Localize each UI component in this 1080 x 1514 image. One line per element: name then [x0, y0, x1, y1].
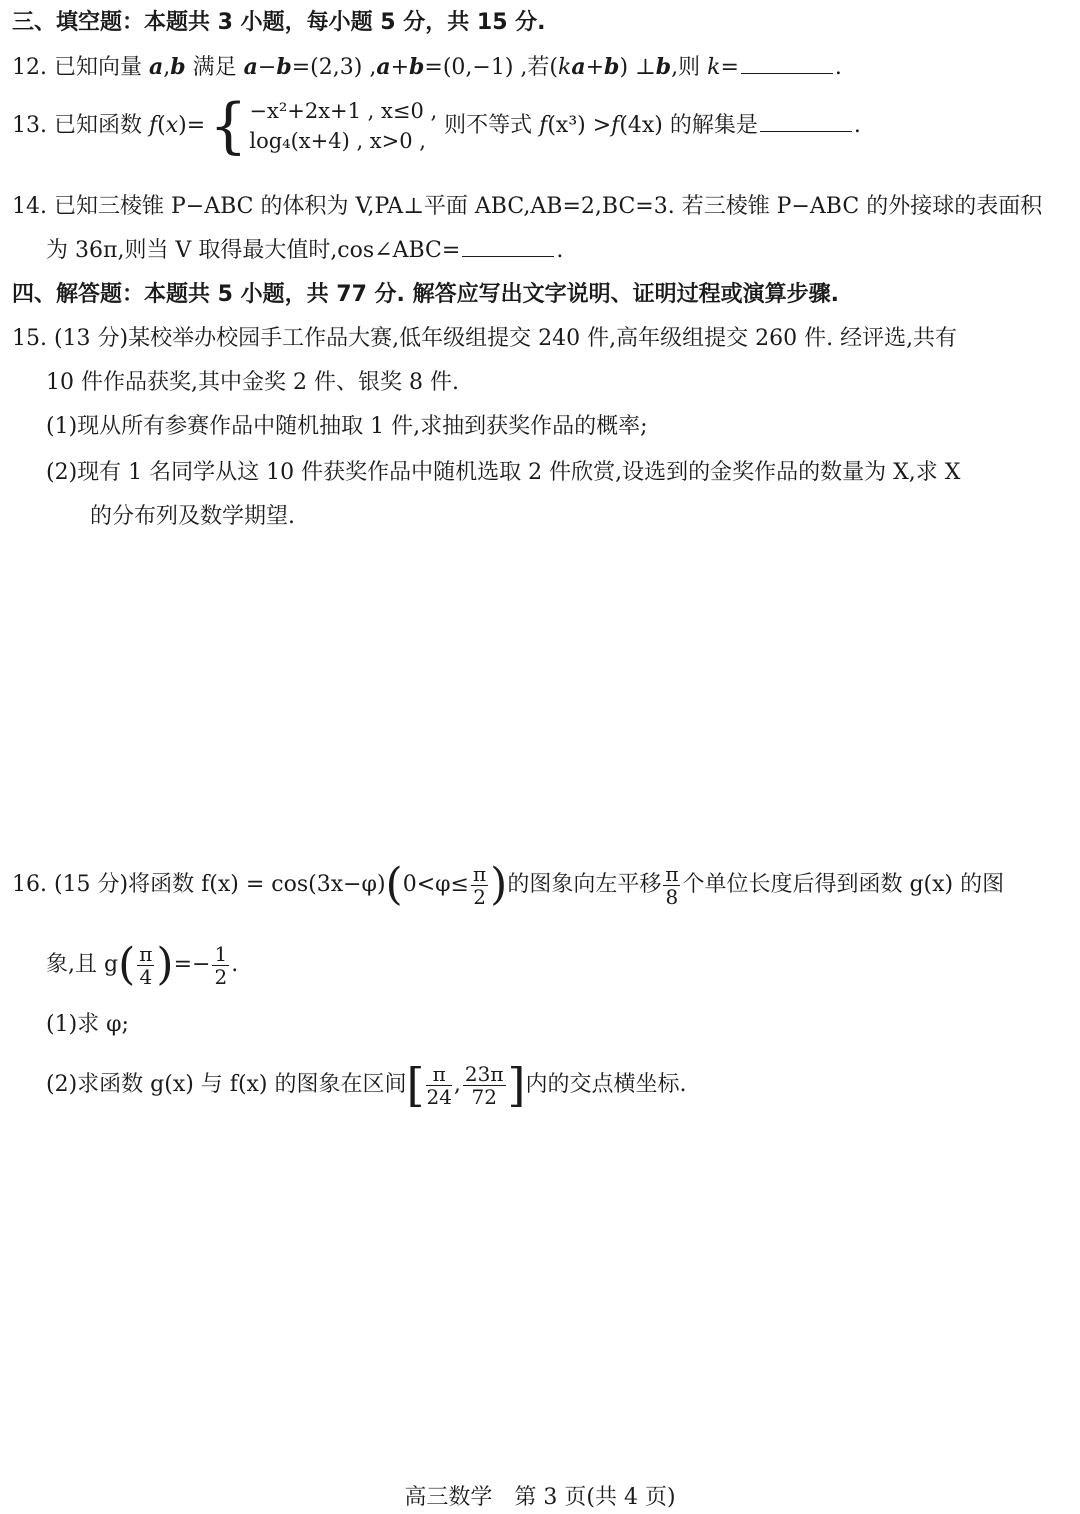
answer-blank	[760, 111, 852, 132]
piecewise-cases: −x²+2x+1 , x≤0 , log₄(x+4) , x>0 ,	[249, 99, 438, 153]
question-15-part-2-cont: 的分布列及数学期望.	[90, 504, 295, 529]
answer-blank	[741, 53, 833, 74]
page-footer: 高三数学 第 3 页(共 4 页)	[404, 1485, 676, 1510]
question-15-part-1: (1)现从所有参赛作品中随机抽取 1 件,求抽到获奖作品的概率;	[46, 414, 648, 439]
question-15-line-1: 15. (13 分)某校举办校园手工作品大赛,低年级组提交 240 件,高年级组提交 260 件. 经评选,共有	[12, 326, 958, 351]
question-16-part-1: (1)求 φ;	[46, 1012, 129, 1037]
question-14-line-1: 14. 已知三棱锥 P−ABC 的体积为 V,PA⊥平面 ABC,AB=2,BC=3. 若三棱锥 P−ABC 的外接球的表面积	[12, 194, 1043, 219]
question-16-line-1: 16. (15 分)将函数 f(x) = cos(3x−φ)(0<φ≤ $\frac{\pi}{2}$ )的图象向左平移 $\frac{\pi}{8}$ 个单位长度后得到函数 g(x) 的图	[12, 859, 1005, 910]
question-12: 12. 已知向量 a,b 满足 a−b=(2,3) ,a+b=(0,−1) ,若(ka+b) ⊥b,则 k= .	[12, 54, 842, 80]
question-14-line-2: 为 36π,则当 V 取得最大值时,cos∠ABC= .	[46, 238, 564, 263]
answer-blank	[462, 236, 554, 257]
brace-icon: {	[209, 91, 248, 161]
section-3-title: 三、填空题：本题共 3 小题，每小题 5 分，共 15 分.	[12, 10, 546, 35]
question-15-line-2: 10 件作品获奖,其中金奖 2 件、银奖 8 件.	[46, 370, 459, 395]
fraction-pi-over-24: $\frac{\pi}{24}$	[426, 1061, 452, 1109]
question-13: 13. 已知函数 f(x)={ −x²+2x+1 , x≤0 , log₄(x+4) , x>0 , 则不等式 f(x³) >f(4x) 的解集是 .	[12, 91, 861, 161]
fraction-1-over-2: $\frac{1}{2}$	[214, 941, 228, 989]
fraction-23pi-over-72: $\frac{23\pi}{72}$	[464, 1061, 504, 1109]
question-16-line-2: 象,且 g( $\frac{\pi}{4}$ )=− $\frac{1}{2}$ .	[46, 939, 239, 990]
fraction-pi-over-8: $\frac{\pi}{8}$	[665, 861, 679, 909]
section-4-title: 四、解答题：本题共 5 小题，共 77 分. 解答应写出文字说明、证明过程或演算步骤.	[12, 282, 839, 307]
question-15-part-2: (2)现有 1 名同学从这 10 件获奖作品中随机选取 2 件欣赏,设选到的金奖作品的数量为 X,求 X	[46, 460, 961, 485]
fraction-pi-over-4: $\frac{\pi}{4}$	[139, 941, 153, 989]
fraction-pi-over-2: $\frac{\pi}{2}$	[472, 861, 487, 909]
question-16-part-2: (2)求函数 g(x) 与 f(x) 的图象在区间[ $\frac{\pi}{24}$ , $\frac{23\pi}{72}$ ]内的交点横坐标.	[46, 1058, 687, 1112]
